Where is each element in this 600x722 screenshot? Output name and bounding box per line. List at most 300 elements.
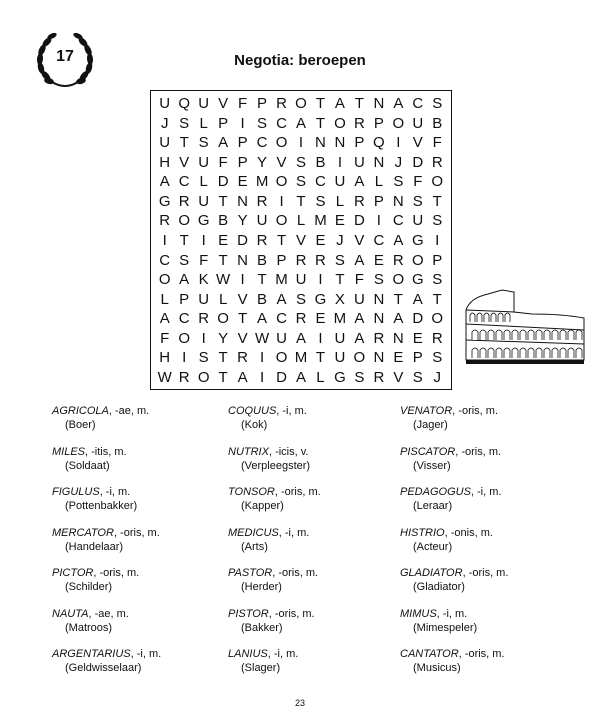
word-entry	[400, 647, 570, 675]
word-entry	[400, 485, 570, 513]
grid-cell[interactable]: A	[295, 329, 306, 347]
grid-cell[interactable]: S	[412, 368, 423, 386]
word-grammar: , -i, m.	[130, 648, 162, 660]
grid-cell[interactable]: S	[432, 271, 443, 289]
grid-cell[interactable]: P	[257, 95, 268, 113]
grid-cell[interactable]: C	[412, 95, 424, 113]
word-translation: (Soldaat)	[65, 459, 110, 472]
grid-cell[interactable]: L	[160, 290, 169, 308]
grid-cell[interactable]: P	[218, 114, 229, 132]
grid-cell[interactable]: T	[218, 368, 228, 386]
grid-cell[interactable]: W	[157, 368, 172, 386]
word-entry	[52, 607, 222, 635]
grid-cell[interactable]: W	[216, 271, 231, 289]
grid-cell[interactable]: I	[240, 114, 245, 132]
grid-cell[interactable]: H	[159, 153, 171, 171]
grid-cell[interactable]: T	[218, 349, 228, 367]
grid-cell[interactable]: I	[182, 349, 187, 367]
word-entry	[228, 445, 398, 473]
grid-cell[interactable]: R	[295, 251, 307, 269]
grid-cell[interactable]: A	[159, 310, 170, 328]
grid-cell[interactable]: T	[218, 251, 228, 269]
grid-cell[interactable]: U	[295, 271, 307, 289]
grid-cell[interactable]: A	[218, 134, 229, 152]
grid-cell[interactable]: T	[393, 290, 403, 308]
word-translation: (Verpleegster)	[241, 459, 311, 472]
grid-cell[interactable]: P	[354, 134, 365, 152]
grid-cell[interactable]: S	[432, 95, 443, 113]
word-latin: MIMUS	[400, 607, 437, 620]
grid-cell[interactable]: A	[159, 173, 170, 191]
grid-cell[interactable]: S	[257, 114, 268, 132]
grid-cell[interactable]: E	[315, 231, 326, 249]
grid-cell[interactable]: I	[201, 329, 206, 347]
grid-cell[interactable]: L	[199, 114, 208, 132]
grid-cell[interactable]: S	[373, 271, 384, 289]
grid-cell[interactable]: R	[315, 251, 326, 269]
grid-cell[interactable]: R	[295, 310, 307, 328]
grid-cell[interactable]: O	[158, 271, 171, 289]
grid-cell[interactable]: C	[178, 173, 190, 191]
grid-cell[interactable]: F	[218, 153, 228, 171]
grid-cell[interactable]: D	[237, 231, 249, 249]
grid-cell[interactable]: T	[432, 192, 442, 210]
word-latin: LANIUS	[228, 648, 268, 660]
grid-cell[interactable]: V	[179, 153, 190, 171]
grid-cell[interactable]: C	[256, 134, 268, 152]
word-translation: (Jager)	[413, 419, 448, 431]
grid-cell[interactable]: U	[198, 290, 210, 308]
grid-cell[interactable]: A	[393, 310, 404, 328]
grid-cell[interactable]: D	[217, 173, 229, 191]
grid-cell[interactable]: D	[412, 153, 424, 171]
word-entry	[400, 607, 570, 635]
grid-cell[interactable]: I	[162, 231, 167, 249]
grid-cell[interactable]: M	[294, 349, 308, 367]
grid-cell[interactable]: O	[353, 349, 366, 367]
word-translation: (Musicus)	[413, 662, 461, 674]
grid-cell[interactable]: I	[318, 329, 323, 347]
grid-cell[interactable]: G	[314, 290, 327, 308]
grid-cell[interactable]: B	[315, 153, 326, 171]
grid-cell[interactable]: I	[259, 368, 265, 386]
word-latin: TONSOR	[228, 486, 275, 498]
word-entry	[228, 485, 398, 513]
grid-cell[interactable]: G	[411, 271, 424, 289]
grid-cell[interactable]: U	[159, 134, 171, 152]
word-entry	[400, 445, 570, 473]
grid-cell[interactable]: N	[237, 251, 249, 269]
grid-cell[interactable]: A	[257, 310, 268, 328]
grid-cell[interactable]: Y	[257, 153, 268, 171]
grid-cell[interactable]: S	[432, 349, 443, 367]
grid-cell[interactable]: U	[334, 349, 346, 367]
grid-cell[interactable]: O	[295, 95, 307, 113]
grid-cell[interactable]: I	[201, 231, 206, 249]
grid-cell[interactable]: S	[198, 349, 209, 367]
grid-cell[interactable]: D	[412, 310, 424, 328]
word-entry	[228, 647, 398, 675]
grid-cell[interactable]: U	[334, 329, 346, 347]
grid-cell[interactable]: A	[354, 251, 365, 269]
word-grammar: , -itis, m.	[85, 445, 127, 458]
word-entry	[400, 526, 570, 554]
grid-cell[interactable]: P	[373, 114, 384, 132]
grid-cell[interactable]: T	[315, 95, 326, 113]
grid-cell[interactable]: S	[315, 192, 326, 210]
grid-cell[interactable]: E	[218, 231, 229, 249]
grid-cell[interactable]: U	[276, 329, 287, 347]
grid-cell[interactable]: Y	[237, 212, 248, 230]
word-latin: PICTOR	[52, 567, 94, 579]
grid-cell[interactable]: F	[199, 251, 209, 269]
word-grammar: , -oris, m.	[268, 607, 315, 620]
word-translation: (Mimespeler)	[413, 621, 478, 634]
grid-cell[interactable]: A	[412, 290, 423, 308]
grid-cell[interactable]: E	[334, 212, 345, 230]
word-latin: NUTRIX	[228, 445, 269, 458]
grid-cell[interactable]: T	[179, 231, 189, 249]
grid-cell[interactable]: N	[392, 329, 404, 347]
grid-cell[interactable]: R	[256, 231, 268, 249]
word-grammar: , -ae, m.	[108, 405, 150, 417]
grid-cell[interactable]: P	[432, 251, 443, 269]
grid-cell[interactable]: F	[354, 271, 364, 289]
grid-cell[interactable]: R	[353, 192, 365, 210]
grid-cell[interactable]: I	[279, 192, 284, 210]
grid-cell[interactable]: O	[178, 329, 191, 347]
grid-cell[interactable]: R	[276, 95, 287, 113]
word-grammar: , -oris, m.	[455, 445, 502, 458]
word-grammar: , -oris, m.	[458, 648, 505, 660]
word-grammar: , -oris, m.	[93, 567, 140, 579]
word-entry	[52, 526, 222, 554]
grid-cell[interactable]: P	[237, 153, 248, 171]
grid-cell[interactable]: T	[335, 271, 345, 289]
grid-cell[interactable]: N	[373, 310, 385, 328]
grid-cell[interactable]: S	[295, 290, 306, 308]
grid-cell[interactable]: U	[353, 153, 365, 171]
grid-cell[interactable]: S	[179, 114, 190, 132]
grid-cell[interactable]: A	[334, 95, 345, 113]
word-grammar: , -oris, m.	[274, 486, 321, 498]
grid-cell[interactable]: I	[376, 212, 381, 230]
grid-cell[interactable]: I	[337, 153, 342, 171]
grid-cell[interactable]: J	[160, 114, 169, 132]
grid-cell[interactable]: N	[373, 349, 385, 367]
grid-cell[interactable]: I	[435, 231, 440, 249]
grid-cell[interactable]: A	[354, 173, 365, 191]
grid-cell[interactable]: J	[433, 368, 442, 386]
grid-cell[interactable]: U	[198, 192, 210, 210]
word-translation: (Acteur)	[413, 540, 453, 553]
grid-cell[interactable]: Y	[218, 329, 229, 347]
grid-cell[interactable]: V	[295, 231, 306, 249]
grid-cell[interactable]: S	[295, 173, 306, 191]
grid-cell[interactable]: T	[296, 192, 306, 210]
grid-cell[interactable]: T	[315, 114, 326, 132]
word-latin: PASTOR	[228, 567, 273, 579]
word-translation: (Matroos)	[65, 621, 113, 634]
grid-cell[interactable]: U	[334, 173, 346, 191]
grid-cell[interactable]: R	[431, 329, 443, 347]
grid-cell[interactable]: N	[373, 290, 385, 308]
grid-cell[interactable]: O	[275, 134, 288, 152]
word-grammar: , -i, m.	[276, 405, 307, 417]
grid-cell[interactable]: D	[353, 212, 365, 230]
grid-cell[interactable]: O	[275, 173, 288, 191]
grid-cell[interactable]: V	[237, 329, 248, 347]
grid-cell[interactable]: B	[257, 290, 268, 308]
grid-cell[interactable]: U	[198, 95, 210, 113]
grid-cell[interactable]: M	[275, 271, 288, 289]
grid-cell[interactable]: N	[373, 95, 385, 113]
grid-cell[interactable]: F	[413, 173, 423, 191]
word-translation: (Bakker)	[241, 621, 283, 634]
grid-cell[interactable]: V	[354, 231, 365, 249]
grid-cell[interactable]: H	[159, 349, 171, 367]
grid-cell[interactable]: G	[197, 212, 210, 230]
grid-cell[interactable]: O	[275, 212, 288, 230]
word-grammar: , -i, m.	[278, 526, 310, 539]
grid-cell[interactable]: A	[295, 114, 306, 132]
grid-cell[interactable]: A	[354, 310, 365, 328]
grid-cell[interactable]: O	[431, 173, 444, 191]
grid-cell[interactable]: E	[393, 349, 404, 367]
grid-cell[interactable]: T	[276, 231, 287, 249]
grid-cell[interactable]: S	[354, 368, 365, 386]
grid-cell[interactable]: M	[314, 212, 327, 230]
grid-cell[interactable]: S	[179, 251, 190, 269]
grid-cell[interactable]: B	[218, 212, 229, 230]
grid-cell[interactable]: O	[392, 271, 405, 289]
grid-cell[interactable]: T	[238, 310, 248, 328]
grid-cell[interactable]: R	[431, 153, 443, 171]
word-grammar: , -oris, m.	[452, 405, 499, 417]
word-translation: (Boer)	[65, 419, 96, 431]
chapter-number: 17	[56, 48, 74, 65]
grid-cell[interactable]: L	[296, 212, 306, 230]
word-translation: (Kapper)	[241, 500, 284, 512]
grid-cell[interactable]: C	[276, 114, 287, 132]
grid-cell[interactable]: L	[335, 192, 345, 210]
grid-cell[interactable]: C	[178, 310, 190, 328]
grid-cell[interactable]: C	[159, 251, 171, 269]
word-entry	[228, 404, 398, 432]
word-entry	[52, 566, 222, 594]
grid-cell[interactable]: I	[318, 271, 323, 289]
grid-cell[interactable]: V	[393, 368, 404, 386]
word-grammar: , -onis, m.	[444, 526, 493, 539]
grid-cell[interactable]: U	[159, 95, 171, 113]
word-latin: MEDICUS	[228, 526, 279, 539]
grid-cell[interactable]: F	[238, 95, 248, 113]
word-latin: ARGENTARIUS	[52, 648, 131, 660]
grid-cell[interactable]: S	[295, 153, 306, 171]
colosseum-illustration	[462, 288, 588, 366]
grid-cell[interactable]: W	[254, 329, 270, 347]
grid-cell[interactable]: T	[218, 192, 228, 210]
grid-cell[interactable]: L	[199, 173, 208, 191]
word-latin: PISTOR	[228, 607, 269, 620]
word-latin: GLADIATOR	[400, 567, 463, 579]
grid-cell[interactable]: S	[198, 134, 209, 152]
grid-cell[interactable]: R	[353, 114, 365, 132]
grid-cell[interactable]: Q	[178, 95, 191, 113]
word-translation: (Visser)	[413, 459, 451, 472]
grid-cell[interactable]: N	[315, 134, 326, 152]
grid-cell[interactable]: A	[354, 329, 365, 347]
grid-cell[interactable]: C	[276, 310, 287, 328]
grid-cell[interactable]: N	[237, 192, 249, 210]
word-latin: FIGULUS	[52, 486, 100, 498]
grid-cell[interactable]: U	[353, 290, 365, 308]
grid-cell[interactable]: P	[276, 251, 287, 269]
word-latin: HISTRIO	[400, 526, 445, 539]
grid-cell[interactable]: E	[237, 173, 248, 191]
word-latin: NAUTA	[52, 607, 89, 620]
word-grammar: , -i, m.	[267, 648, 299, 660]
grid-cell[interactable]: C	[373, 231, 385, 249]
grid-cell[interactable]: S	[334, 251, 345, 269]
grid-cell[interactable]: L	[316, 368, 325, 386]
word-latin: PEDAGOGUS	[400, 486, 471, 498]
word-grammar: , -i, m.	[470, 486, 502, 498]
grid-cell[interactable]: F	[432, 134, 442, 152]
grid-cell[interactable]: L	[374, 173, 384, 191]
grid-cell[interactable]: J	[336, 231, 344, 249]
grid-cell[interactable]: I	[240, 271, 245, 289]
grid-cell[interactable]: V	[276, 153, 287, 171]
grid-cell[interactable]: I	[259, 349, 265, 367]
grid-cell[interactable]: O	[275, 349, 288, 367]
grid-cell[interactable]: O	[217, 310, 229, 328]
grid-cell[interactable]: A	[295, 368, 306, 386]
grid-cell[interactable]: N	[373, 153, 385, 171]
grid-cell[interactable]: C	[315, 173, 326, 191]
grid-cell[interactable]: B	[257, 251, 268, 269]
grid-cell[interactable]: B	[432, 114, 443, 132]
grid-cell[interactable]: O	[197, 368, 210, 386]
grid-cell[interactable]: G	[158, 192, 171, 210]
grid-cell[interactable]: V	[218, 95, 229, 113]
grid-cell[interactable]: E	[412, 329, 423, 347]
grid-cell[interactable]: I	[298, 134, 304, 152]
word-grammar: , -oris, m.	[113, 526, 160, 539]
word-entry	[400, 404, 570, 432]
grid-cell[interactable]: T	[179, 134, 189, 152]
word-latin: VENATOR	[400, 405, 453, 417]
grid-cell[interactable]: R	[373, 368, 385, 386]
word-entry	[228, 566, 398, 594]
word-translation: (Arts)	[241, 540, 268, 553]
grid-cell[interactable]: K	[198, 271, 209, 289]
grid-cell[interactable]: E	[373, 251, 384, 269]
word-translation: (Slager)	[241, 662, 281, 674]
word-grammar: , -icis, v.	[268, 445, 309, 458]
grid-cell[interactable]: O	[431, 310, 444, 328]
grid-cell[interactable]: R	[392, 251, 404, 269]
grid-cell[interactable]: P	[237, 134, 248, 152]
word-translation: (Gladiator)	[413, 581, 465, 593]
grid-cell[interactable]: V	[237, 290, 248, 308]
grid-cell[interactable]: A	[393, 231, 404, 249]
grid-cell[interactable]: I	[396, 134, 401, 152]
word-translation: (Handelaar)	[65, 540, 124, 553]
grid-cell[interactable]: O	[392, 114, 405, 132]
grid-cell[interactable]: A	[179, 271, 190, 289]
grid-cell[interactable]: A	[276, 290, 287, 308]
grid-cell[interactable]: C	[392, 212, 404, 230]
grid-cell[interactable]: U	[412, 114, 424, 132]
grid-cell[interactable]: R	[256, 192, 268, 210]
grid-cell[interactable]: R	[373, 329, 385, 347]
grid-cell[interactable]: R	[178, 192, 190, 210]
grid-cell[interactable]: P	[179, 290, 190, 308]
grid-cell[interactable]: T	[257, 271, 267, 289]
word-entry	[228, 526, 398, 554]
grid-cell[interactable]: T	[315, 349, 326, 367]
grid-cell[interactable]: E	[315, 310, 326, 328]
grid-cell[interactable]: S	[393, 173, 404, 191]
grid-cell[interactable]: R	[159, 212, 171, 230]
grid-cell[interactable]: R	[237, 349, 249, 367]
grid-cell[interactable]: A	[393, 95, 404, 113]
grid-cell[interactable]: R	[198, 310, 210, 328]
grid-cell[interactable]: M	[333, 310, 347, 328]
grid-cell[interactable]: X	[334, 290, 345, 308]
grid-cell[interactable]: N	[334, 134, 346, 152]
grid-cell[interactable]: N	[392, 192, 404, 210]
grid-cell[interactable]: S	[432, 212, 443, 230]
grid-cell[interactable]: U	[412, 212, 424, 230]
word-translation: (Kok)	[241, 419, 268, 431]
word-entry	[52, 404, 222, 432]
word-latin: CANTATOR	[400, 648, 459, 660]
grid-cell[interactable]: T	[432, 290, 442, 308]
grid-cell[interactable]: O	[178, 212, 191, 230]
grid-cell[interactable]: S	[412, 192, 423, 210]
word-latin: PISCATOR	[400, 445, 456, 458]
grid-cell[interactable]: Q	[373, 134, 385, 152]
word-entry	[52, 445, 222, 473]
grid-cell[interactable]: T	[354, 95, 364, 113]
word-entry	[228, 607, 398, 635]
word-translation: (Geldwisselaar)	[65, 662, 142, 674]
word-translation: (Herder)	[241, 581, 282, 593]
grid-cell[interactable]: V	[412, 134, 423, 152]
grid-cell[interactable]: G	[334, 368, 346, 386]
grid-cell[interactable]: P	[412, 349, 423, 367]
grid-cell[interactable]: U	[198, 153, 210, 171]
grid-cell[interactable]: O	[411, 251, 424, 269]
grid-cell[interactable]: M	[255, 173, 269, 191]
word-translation: (Pottenbakker)	[65, 500, 138, 512]
grid-cell[interactable]: P	[373, 192, 384, 210]
grid-cell[interactable]: D	[276, 368, 287, 386]
grid-cell[interactable]: F	[160, 329, 170, 347]
grid-cell[interactable]: U	[256, 212, 268, 230]
grid-cell[interactable]: J	[394, 153, 403, 171]
word-entry	[52, 485, 222, 513]
grid-cell[interactable]: G	[411, 231, 424, 249]
word-latin: MILES	[52, 445, 86, 458]
grid-cell[interactable]: R	[178, 368, 190, 386]
grid-cell[interactable]: A	[237, 368, 248, 386]
grid-cell[interactable]: L	[218, 290, 228, 308]
grid-cell[interactable]: O	[334, 114, 346, 132]
word-grammar: , -oris, m.	[462, 567, 509, 579]
